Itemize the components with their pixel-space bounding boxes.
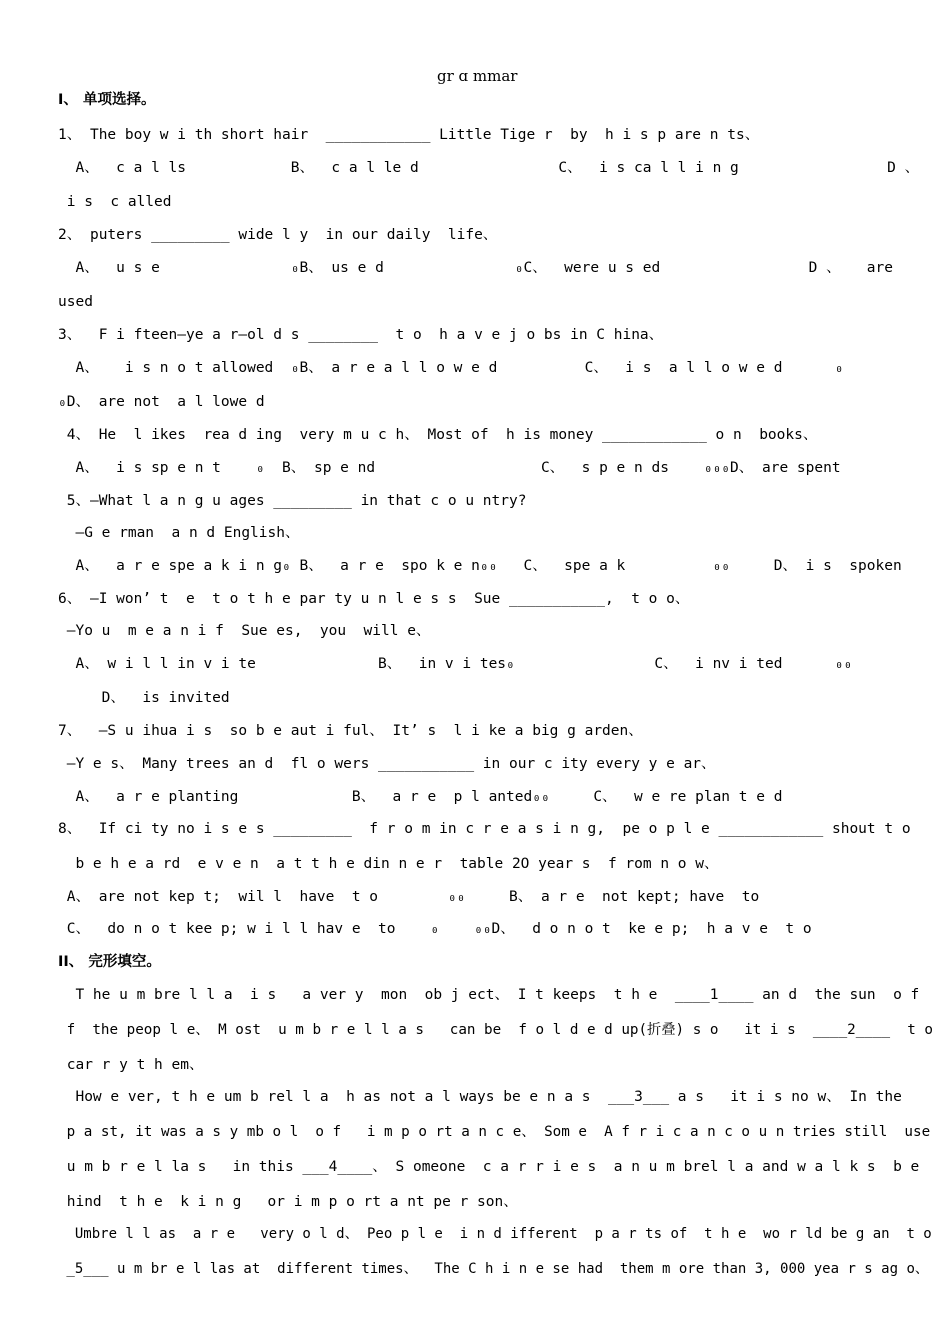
question-1-options: A、 c a l ls B、 c a l le d C、 i s ca l l i n g D 、: [58, 160, 920, 176]
question-4-options: A、 i s sp e n t ₀ B、 sp e nd C、 s p e n ds ₀₀₀D、 are spent: [58, 460, 841, 476]
question-8-options-cd: C、 do n o t kee p; w i l l hav e to ₀ ₀₀D、 d o n o t ke e p; h a v e t o: [58, 921, 812, 937]
cloze-line-1: T he u m bre l l a i s a ver y mon ob j ect、 I t keeps t h e ____1____ an d the sun o f: [58, 987, 920, 1003]
cloze-line-3: car r y t h em、: [58, 1057, 204, 1073]
question-1-options-cont: i s c alled: [58, 194, 172, 210]
question-8-cont: b e h e a rd e v e n a t t h e din n e r table 2O year s f rom n o w、: [58, 856, 719, 872]
question-2-options: A、 u s e ₀B、 us e d ₀C、 were u s ed D 、 are: [58, 260, 893, 276]
question-1: 1、 The boy w i th short hair ____________ Little Tige r by h i s p are n ts、: [58, 127, 760, 143]
cloze-line-2: f the peop l e、 M ost u m b r e l l a s can be f o l d e d up(折叠) s o it i s ____2____ t o: [58, 1022, 933, 1038]
question-8: 8、 If ci ty no i s e s _________ f r o m in c r e a s i n g, pe o p l e ____________ shout t o: [58, 821, 911, 837]
cloze-line-4: How e ver, t h e um b rel l a h as not a l ways be e n a s ___3___ a s it i s no w、 In the: [58, 1089, 902, 1105]
question-6-reply: —Yo u m e a n i f Sue es, you will e、: [58, 623, 431, 639]
question-7-reply: —Y e s、 Many trees an d fl o wers ___________ in our c ity every y e ar、: [58, 756, 716, 772]
question-6: 6、 —I won’ t e t o t h e par ty u n l e s s Sue ___________, t o o、: [58, 591, 690, 607]
question-5-options: A、 a r e spe a k i n g₀ B、 a r e spo k e n₀₀ C、 spe a k ₀₀ D、 i s spoken: [58, 558, 902, 574]
cloze-line-7: hind t h e k i n g or i m p o rt a nt pe r son、: [58, 1194, 518, 1210]
section-1-heading: I、 单项选择。: [58, 92, 156, 108]
question-8-options-ab: A、 are not kep t; wil l have t o ₀₀ B、 a r e not kept; have to: [58, 889, 760, 905]
question-5: 5、—What l a n g u ages _________ in that c o u ntry?: [58, 493, 527, 509]
question-2-options-cont: used: [58, 294, 93, 310]
question-3: 3、 F i fteen—ye a r—ol d s ________ t o h a v e j o bs in C hina、: [58, 327, 664, 343]
question-6-options-cont: D、 is invited: [58, 690, 230, 706]
question-5-reply: —G e rman a n d English、: [58, 525, 300, 541]
cloze-line-8: Umbre l l as a r e very o l d、 Peo p l e i n d ifferent p a r ts of t h e wo r ld be g an t o: [58, 1226, 932, 1242]
cloze-line-6: u m b r e l la s in this ___4____、 S omeone c a r r i e s a n u m brel l a and w a l k s b e: [58, 1159, 920, 1175]
cloze-line-9: _5___ u m br e l las at different times、 The C h i n e se had them m ore than 3, 000 yea r s ag o、: [58, 1261, 929, 1277]
question-3-options: A、 i s n o t allowed ₀B、 a r e a l l o w e d C、 i s a l l o w e d ₀: [58, 360, 844, 376]
question-2: 2、 puters _________ wide l y in our daily life、: [58, 227, 498, 243]
question-4: 4、 He l ikes rea d ing very m u c h、 Most of h is money ____________ o n books、: [58, 427, 818, 443]
section-2-heading: II、 完形填空。: [58, 954, 161, 970]
question-6-options: A、 w i l l in v i te B、 in v i tes₀ C、 i nv i ted ₀₀: [58, 656, 853, 672]
question-7-options: A、 a r e planting B、 a r e p l anted₀₀ C、 w e re plan t e d: [58, 789, 783, 805]
cloze-line-5: p a st, it was a s y mb o l o f i m p o rt a n c e、 Som e A f r i c a n c o u n tries still use: [58, 1124, 931, 1140]
page-title: gr ɑ mmar: [437, 67, 518, 85]
question-7: 7、 —S u ihua i s so b e aut i ful、 It’ s l i ke a big g arden、: [58, 723, 643, 739]
question-3-options-cont: ₀D、 are not a l lowe d: [58, 394, 265, 410]
